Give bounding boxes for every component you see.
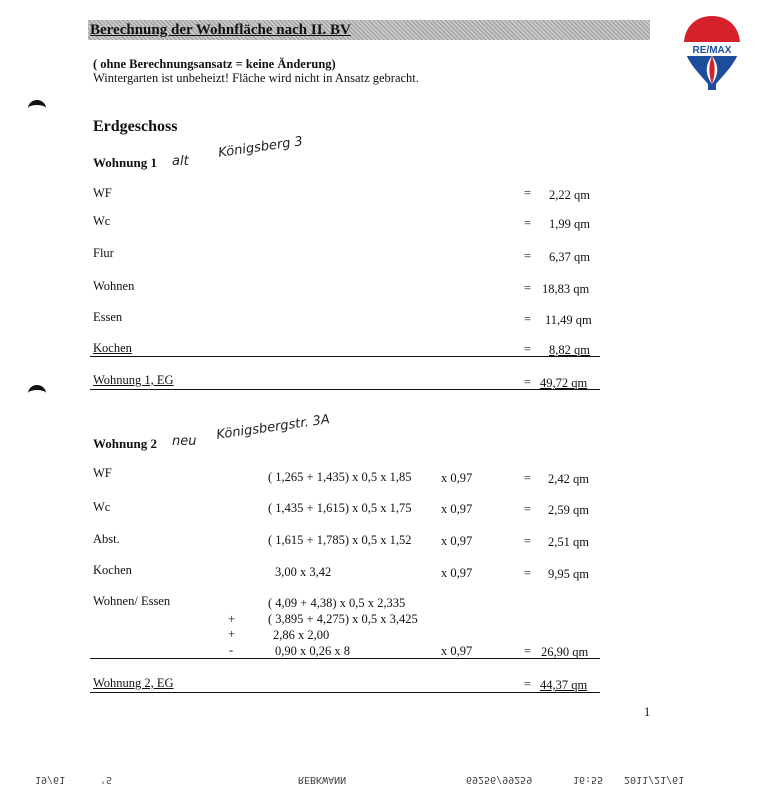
fax-footer-datestamp: 2011/21/61	[624, 774, 685, 785]
formula: ( 1,265 + 1,435) x 0,5 x 1,85	[268, 470, 412, 484]
sum-rule	[90, 356, 600, 357]
sum-rule	[90, 658, 600, 659]
area-value: 6,37 qm	[549, 250, 590, 264]
formula: 2,86 x 2,00	[273, 628, 330, 642]
equals-sign: =	[524, 342, 532, 356]
equals-sign: =	[524, 249, 532, 263]
wohnung-2-heading: Wohnung 2	[93, 436, 157, 451]
equals-sign: =	[524, 534, 532, 548]
area-value: 1,99 qm	[549, 217, 590, 231]
area-value: 8,82 qm	[549, 343, 590, 357]
formula: ( 1,435 + 1,615) x 0,5 x 1,75	[268, 501, 412, 515]
factor: x 0,97	[441, 534, 473, 548]
equals-sign: =	[524, 216, 532, 230]
total-value: 44,37 qm	[540, 678, 588, 692]
equals-sign: =	[524, 186, 532, 200]
note-line-1: ( ohne Berechnungsansatz = keine Änderung)	[93, 57, 336, 71]
fax-footer-date: 19/61	[35, 774, 66, 785]
operator: +	[228, 627, 236, 641]
fax-footer-time: 16:55	[573, 774, 604, 785]
operator: +	[228, 612, 236, 626]
factor: x 0,97	[441, 471, 473, 485]
page-number: 1	[644, 705, 651, 719]
formula: 3,00 x 3,42	[275, 565, 332, 579]
wohnung-1-heading: Wohnung 1	[93, 155, 157, 170]
equals-sign: =	[524, 677, 532, 691]
room-label: Flur	[93, 246, 114, 260]
punch-hole-mark	[28, 385, 46, 402]
note-line-2: Wintergarten ist unbeheizt! Fläche wird nicht in Ansatz gebracht.	[93, 71, 419, 85]
fax-footer-number: 69256/99259	[466, 774, 533, 785]
equals-sign: =	[524, 281, 532, 295]
equals-sign: =	[524, 502, 532, 516]
area-value: 9,95 qm	[548, 567, 589, 581]
total-label: Wohnung 2, EG	[93, 676, 174, 690]
room-label: Wc	[93, 214, 111, 228]
factor: x 0,97	[441, 566, 473, 580]
logo-text: RE/MAX	[692, 45, 732, 56]
section-heading: Erdgeschoss	[93, 118, 178, 135]
handwritten-note: Königsbergstr. 3A	[215, 412, 331, 443]
equals-sign: =	[524, 312, 532, 326]
room-label: Essen	[93, 310, 123, 324]
area-value: 26,90 qm	[541, 645, 589, 659]
formula: ( 4,09 + 4,38) x 0,5 x 2,335	[268, 596, 406, 610]
room-label: Wc	[93, 500, 111, 514]
handwritten-note: alt	[172, 154, 189, 169]
fax-footer-sender: REBKWANN	[298, 774, 347, 785]
remax-logo	[682, 14, 742, 96]
equals-sign: =	[524, 375, 532, 389]
room-label: Abst.	[93, 532, 120, 546]
document-title: Berechnung der Wohnfläche nach II. BV	[88, 20, 650, 40]
room-label: WF	[93, 466, 112, 480]
room-label: Kochen	[93, 563, 132, 577]
equals-sign: =	[524, 644, 532, 658]
room-label: Wohnen	[93, 279, 135, 293]
area-value: 2,59 qm	[548, 503, 589, 517]
room-label: WF	[93, 186, 112, 200]
formula: ( 1,615 + 1,785) x 0,5 x 1,52	[268, 533, 412, 547]
punch-hole-mark	[28, 100, 46, 117]
area-value: 2,22 qm	[549, 188, 590, 202]
area-value: 11,49 qm	[545, 313, 592, 327]
equals-sign: =	[524, 471, 532, 485]
handwritten-note: Königsberg 3	[217, 134, 304, 161]
handwritten-note: neu	[172, 434, 197, 449]
equals-sign: =	[524, 566, 532, 580]
total-rule	[90, 692, 600, 693]
area-value: 2,51 qm	[548, 535, 589, 549]
total-value: 49,72 qm	[540, 376, 588, 390]
formula: ( 3,895 + 4,275) x 0,5 x 3,425	[268, 612, 418, 626]
total-label: Wohnung 1, EG	[93, 373, 174, 387]
total-rule	[90, 389, 600, 390]
area-value: 18,83 qm	[542, 282, 590, 296]
room-label: Kochen	[93, 341, 132, 355]
room-label: Wohnen/ Essen	[93, 594, 171, 608]
formula: 0,90 x 0,26 x 8	[275, 644, 350, 658]
fax-footer-page: 'S	[100, 774, 113, 785]
factor: x 0,97	[441, 644, 473, 658]
operator: -	[229, 643, 234, 657]
area-value: 2,42 qm	[548, 472, 589, 486]
factor: x 0,97	[441, 502, 473, 516]
